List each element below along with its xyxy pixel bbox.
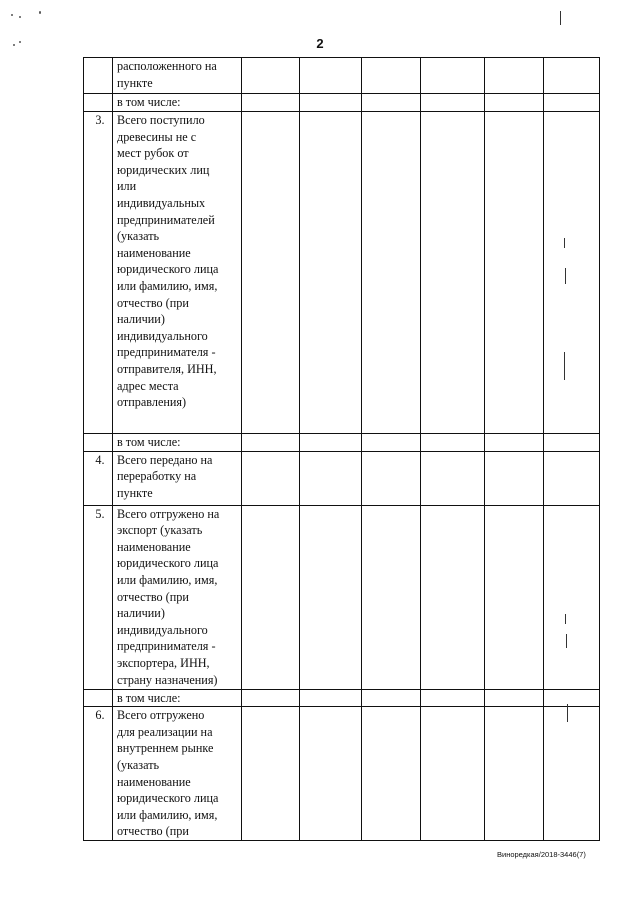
description-line: Всего отгружено на	[117, 506, 220, 521]
empty-value-cell	[421, 434, 485, 452]
description-line: наименование	[117, 539, 191, 554]
empty-value-cell	[485, 505, 544, 689]
empty-value-cell	[485, 112, 544, 434]
description-line: отчество (при	[117, 589, 189, 604]
description-line: в том числе:	[117, 690, 181, 705]
row-number	[84, 58, 113, 94]
empty-value-cell	[485, 434, 544, 452]
description-line: Всего поступило	[117, 113, 205, 127]
empty-value-cell	[421, 58, 485, 94]
empty-value-cell	[421, 689, 485, 707]
scan-edge-mark	[566, 634, 567, 648]
empty-value-cell	[300, 112, 362, 434]
scan-edge-mark	[565, 268, 566, 284]
empty-value-cell	[362, 707, 421, 841]
description-line: или фамилию, имя,	[117, 278, 218, 293]
empty-value-cell	[242, 112, 300, 434]
form-table	[83, 57, 600, 841]
description-line: или	[117, 179, 137, 194]
row-number: 5.	[84, 505, 113, 689]
scan-speck	[11, 14, 13, 16]
description-line: Всего передано на	[117, 452, 213, 467]
description-line: адрес места	[117, 378, 179, 393]
description-line: страну назначения)	[117, 672, 218, 687]
row-description	[113, 434, 242, 452]
description-line: мест рубок от	[117, 146, 189, 161]
description-line: древесины не с	[117, 129, 197, 144]
empty-value-cell	[300, 505, 362, 689]
empty-value-cell	[544, 707, 600, 841]
row-description	[113, 58, 242, 94]
scan-edge-mark	[564, 238, 565, 248]
description-line: переработку на	[117, 469, 197, 484]
description-line: юридического лица	[117, 556, 219, 571]
empty-value-cell	[362, 434, 421, 452]
description-line: в том числе:	[117, 95, 181, 109]
description-line: наименование	[117, 774, 191, 789]
description-line: юридического лица	[117, 791, 219, 806]
empty-value-cell	[544, 58, 600, 94]
row-number: 6.	[84, 707, 113, 841]
description-line: предпринимателя -	[117, 639, 216, 654]
row-description	[113, 451, 242, 505]
empty-value-cell	[421, 112, 485, 434]
empty-value-cell	[242, 58, 300, 94]
description-line: в том числе:	[117, 435, 181, 449]
row-description	[113, 505, 242, 689]
empty-value-cell	[242, 94, 300, 112]
row-number	[84, 94, 113, 112]
empty-value-cell	[362, 94, 421, 112]
empty-value-cell	[485, 689, 544, 707]
description-line: (указать	[117, 229, 160, 244]
row-description	[113, 707, 242, 841]
description-line: индивидуального	[117, 328, 208, 343]
table-row	[84, 505, 600, 689]
scan-edge-mark	[564, 352, 565, 380]
empty-value-cell	[300, 58, 362, 94]
empty-value-cell	[544, 505, 600, 689]
empty-value-cell	[544, 94, 600, 112]
empty-value-cell	[421, 505, 485, 689]
description-line: экспорт (указать	[117, 523, 203, 538]
scan-speck	[39, 11, 41, 14]
empty-value-cell	[421, 94, 485, 112]
description-line: отчество (при	[117, 824, 189, 839]
description-line: предпринимателя -	[117, 345, 216, 360]
description-line: Всего отгружено	[117, 708, 205, 723]
empty-value-cell	[362, 58, 421, 94]
empty-value-cell	[544, 112, 600, 434]
row-number: 4.	[84, 451, 113, 505]
row-number	[84, 689, 113, 707]
description-line: отчество (при	[117, 295, 189, 310]
empty-value-cell	[421, 451, 485, 505]
empty-value-cell	[300, 451, 362, 505]
empty-value-cell	[485, 58, 544, 94]
description-line: индивидуальных	[117, 195, 206, 210]
description-line: отправления)	[117, 395, 187, 410]
empty-value-cell	[544, 689, 600, 707]
description-line: экспортера, ИНН,	[117, 655, 210, 670]
table-row	[84, 94, 600, 112]
description-line: индивидуального	[117, 622, 208, 637]
description-line: отправителя, ИНН,	[117, 361, 217, 376]
row-description	[113, 94, 242, 112]
empty-value-cell	[242, 707, 300, 841]
row-description	[113, 689, 242, 707]
empty-value-cell	[544, 451, 600, 505]
description-line: наличии)	[117, 312, 165, 327]
description-line: предпринимателей	[117, 212, 215, 227]
empty-value-cell	[300, 707, 362, 841]
document-code: Виноредкая/2018-3446(7)	[497, 850, 586, 859]
description-line: юридического лица	[117, 262, 219, 277]
description-line: или фамилию, имя,	[117, 572, 218, 587]
description-line: наличии)	[117, 606, 165, 621]
table-row	[84, 689, 600, 707]
empty-value-cell	[362, 451, 421, 505]
description-line: юридических лиц	[117, 162, 210, 177]
row-number	[84, 434, 113, 452]
table-row	[84, 451, 600, 505]
empty-value-cell	[485, 451, 544, 505]
empty-value-cell	[485, 94, 544, 112]
empty-value-cell	[362, 689, 421, 707]
scan-speck	[19, 16, 21, 18]
row-description	[113, 112, 242, 434]
table-row	[84, 58, 600, 94]
empty-value-cell	[362, 505, 421, 689]
description-line: пункте	[117, 75, 153, 90]
description-line: для реализации на	[117, 724, 213, 739]
page-number: 2	[316, 36, 324, 51]
description-line: пункте	[117, 485, 153, 500]
empty-value-cell	[300, 689, 362, 707]
empty-value-cell	[242, 434, 300, 452]
empty-value-cell	[544, 434, 600, 452]
description-line: расположенного на	[117, 59, 217, 73]
description-line: наименование	[117, 245, 191, 260]
description-line: (указать	[117, 757, 160, 772]
empty-value-cell	[242, 505, 300, 689]
empty-value-cell	[485, 707, 544, 841]
description-line: внутреннем рынке	[117, 741, 214, 756]
row-number: 3.	[84, 112, 113, 434]
scan-edge-mark	[560, 11, 561, 25]
empty-value-cell	[300, 94, 362, 112]
table-row	[84, 707, 600, 841]
empty-value-cell	[362, 112, 421, 434]
empty-value-cell	[242, 451, 300, 505]
scan-edge-mark	[567, 704, 568, 722]
empty-value-cell	[421, 707, 485, 841]
scan-edge-mark	[565, 614, 566, 624]
description-line: или фамилию, имя,	[117, 807, 218, 822]
empty-value-cell	[242, 689, 300, 707]
empty-value-cell	[300, 434, 362, 452]
table-row	[84, 112, 600, 434]
table-row	[84, 434, 600, 452]
